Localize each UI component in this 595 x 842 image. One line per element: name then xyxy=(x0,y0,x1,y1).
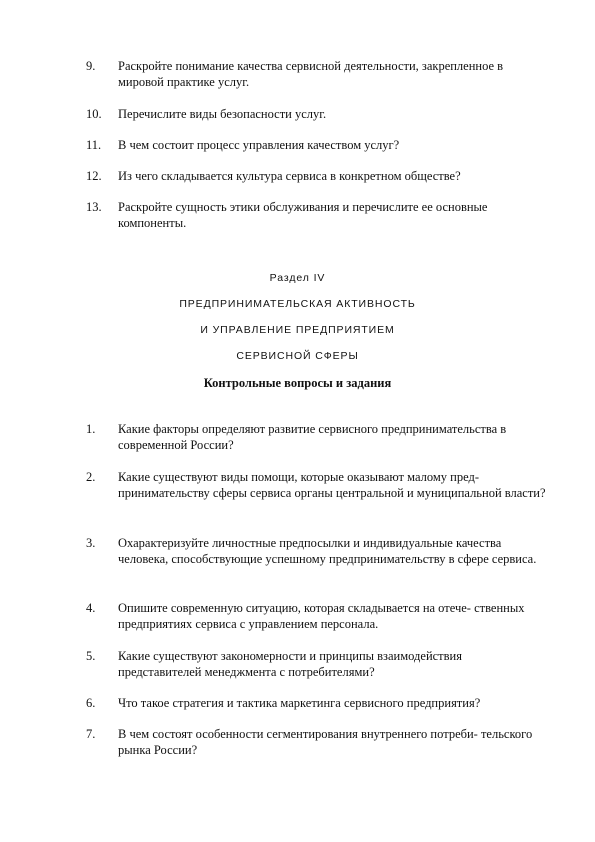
question-text: Какие существуют виды помощи, которые оказывают малому пред- принимательству сферы сервиса органы центральной и муниципальной власти? xyxy=(118,470,546,500)
question-number: 2. xyxy=(86,470,96,484)
question-number: 3. xyxy=(86,536,96,550)
question-number: 1. xyxy=(86,422,96,436)
section-title-line-3: СЕРВИСНОЙ СФЕРЫ xyxy=(236,350,359,362)
question-text: Из чего складывается культура сервиса в конкретном обществе? xyxy=(118,169,461,183)
question-text: Охарактеризуйте личностные предпосылки и индивидуальные качества человека, способствующие успешному предпринимательству в сфере сервиса. xyxy=(118,536,537,566)
question-text: Какие существуют закономерности и принципы взаимодействия представителей менеджмента с потребителями? xyxy=(118,649,462,679)
question-text: Какие факторы определяют развитие сервисного предпринимательства в современной России? xyxy=(118,422,507,452)
question-number: 4. xyxy=(86,601,96,615)
question-number: 10. xyxy=(86,107,102,121)
question-number: 5. xyxy=(86,649,96,663)
question-number: 11. xyxy=(86,138,102,152)
question-number: 6. xyxy=(86,696,96,710)
question-number: 12. xyxy=(86,169,102,183)
question-number: 13. xyxy=(86,200,102,214)
question-text: В чем состоят особенности сегментирования внутреннего потреби- тельского рынка России? xyxy=(118,727,533,757)
section-title-line-1: ПРЕДПРИНИМАТЕЛЬСКАЯ АКТИВНОСТЬ xyxy=(179,298,416,310)
question-text: Перечислите виды безопасности услуг. xyxy=(118,107,327,121)
section-subtitle: Контрольные вопросы и задания xyxy=(203,376,392,390)
question-text: Что такое стратегия и тактика маркетинга сервисного предприятия? xyxy=(118,696,481,710)
question-text: Раскройте понимание качества сервисной деятельности, закрепленное в мировой практике услуг. xyxy=(118,59,504,89)
question-text: Раскройте сущность этики обслуживания и перечислите ее основные компоненты. xyxy=(118,200,488,230)
question-text: Опишите современную ситуацию, которая складывается на отече- ственных предприятиях сервиса с управлением персонала. xyxy=(118,601,525,631)
section-title-line-2: И УПРАВЛЕНИЕ ПРЕДПРИЯТИЕМ xyxy=(200,324,395,336)
question-number: 7. xyxy=(86,727,96,741)
question-number: 9. xyxy=(86,59,96,73)
section-label: Раздел IV xyxy=(269,272,326,284)
question-text: В чем состоит процесс управления качеством услуг? xyxy=(118,138,400,152)
